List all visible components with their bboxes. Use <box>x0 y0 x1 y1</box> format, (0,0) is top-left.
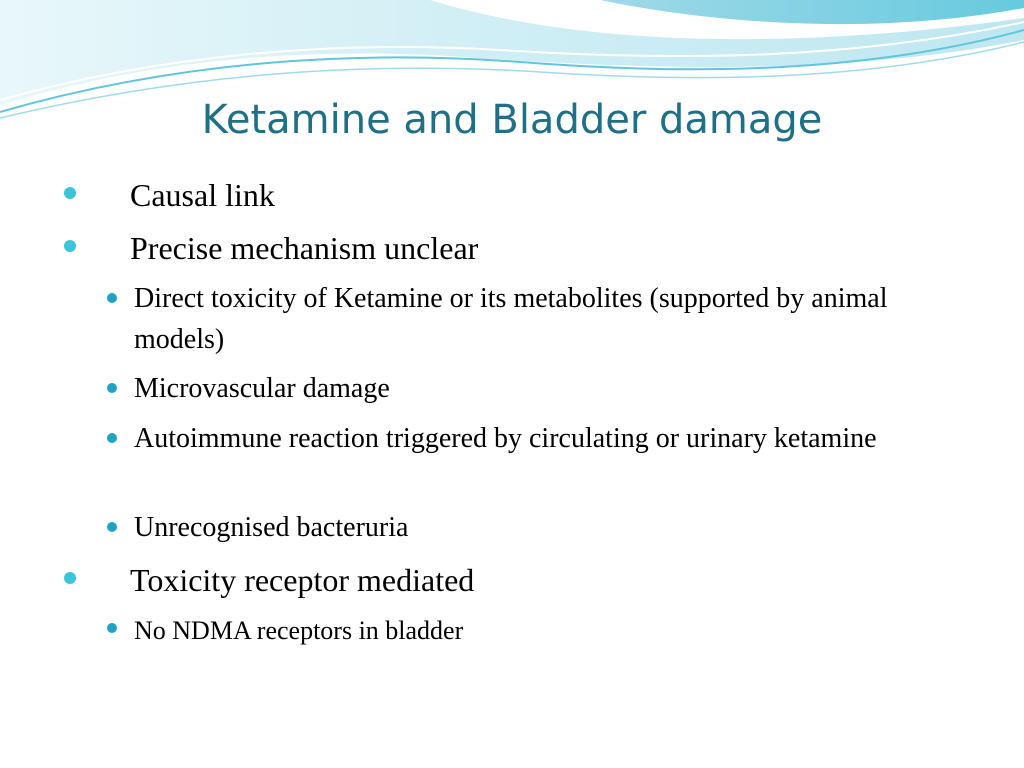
sub-bullet-dot-icon <box>107 522 117 532</box>
bullet-dot-icon <box>64 187 76 199</box>
sub-bullet-dot-icon <box>107 623 117 633</box>
bullet-dot-icon <box>64 240 76 252</box>
sub-bullet-dot-icon <box>107 383 117 393</box>
bullet-item-level1: Precise mechanism unclear <box>130 230 479 266</box>
bullet-item-level1: Causal link <box>130 177 275 213</box>
bullet-item-level2: Microvascular damage <box>134 373 390 404</box>
bullet-dot-icon <box>64 572 76 584</box>
sub-bullet-dot-icon <box>107 293 117 303</box>
bullet-item-level2: Unrecognised bacteruria <box>134 512 409 543</box>
sub-bullet-dot-icon <box>107 433 117 443</box>
bullet-item-level1: Toxicity receptor mediated <box>130 562 475 598</box>
bullet-item-level2: Direct toxicity of Ketamine or its metabolites (supported by animal models) <box>134 283 888 355</box>
slide-title: Ketamine and Bladder damage <box>201 97 823 143</box>
bullet-item-level2: Autoimmune reaction triggered by circulating or urinary ketamine <box>134 423 877 454</box>
bullet-item-level2: No NDMA receptors in bladder <box>134 616 464 645</box>
